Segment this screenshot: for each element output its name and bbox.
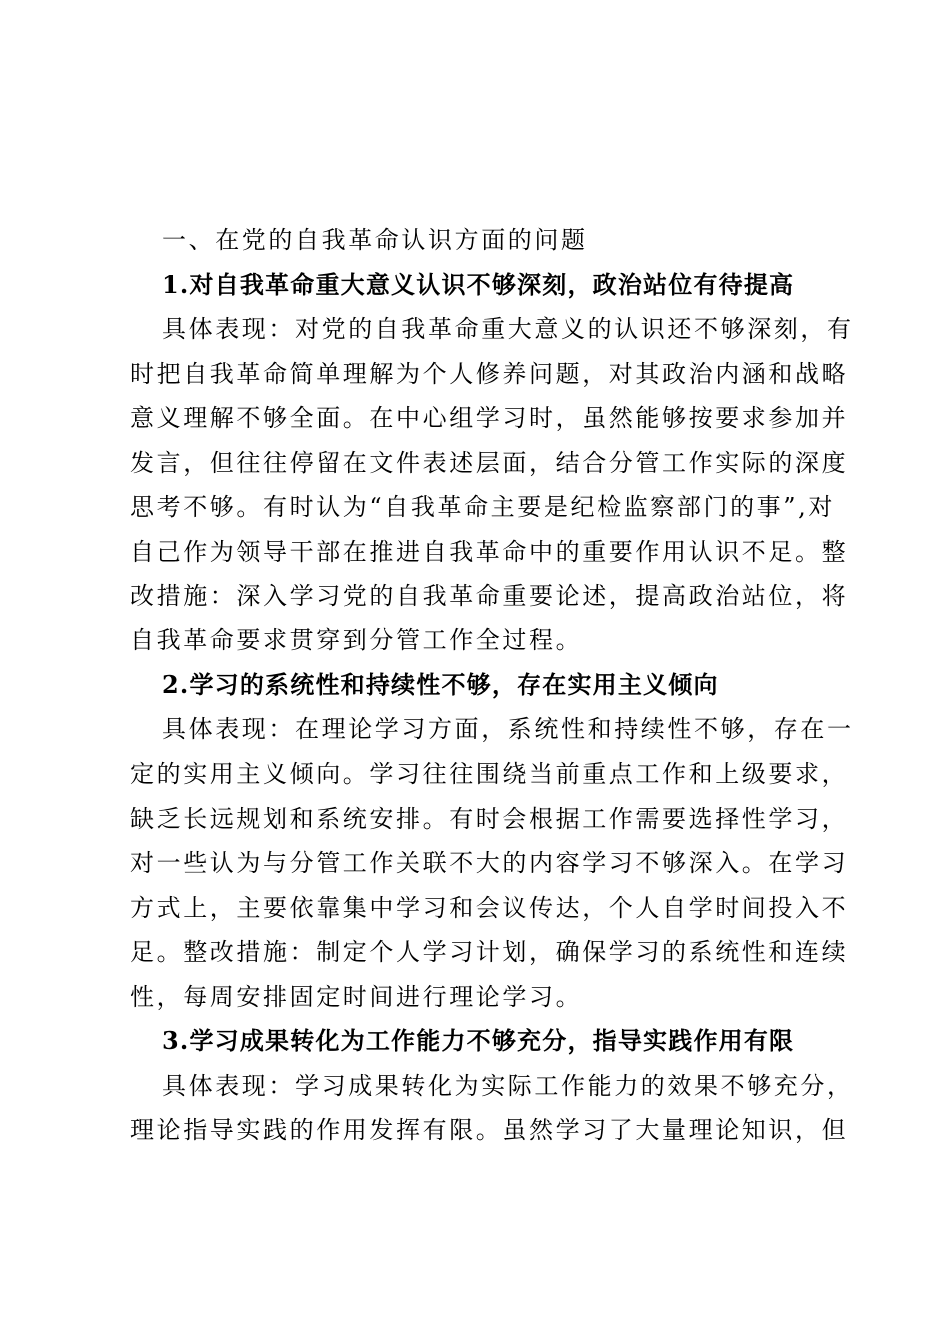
paragraph-line: 改措施：深入学习党的自我革命重要论述，提高政治站位，将	[130, 582, 849, 610]
paragraph-line: 对一些认为与分管工作关联不大的内容学习不够深入。在学习	[130, 849, 849, 877]
paragraph-line: 发言，但往往停留在文件表述层面，结合分管工作实际的深度	[130, 449, 849, 477]
paragraph-line: 自己作为领导干部在推进自我革命中的重要作用认识不足。整	[130, 538, 849, 566]
paragraph-line: 足。整改措施：制定个人学习计划，确保学习的系统性和连续	[130, 938, 849, 966]
paragraph-line: 缺乏长远规划和系统安排。有时会根据工作需要选择性学习，	[130, 805, 849, 833]
paragraph-line: 自我革命要求贯穿到分管工作全过程。	[130, 626, 583, 654]
paragraph-line: 具体表现：对党的自我革命重大意义的认识还不够深刻，有	[162, 315, 854, 343]
paragraph-line: 时把自我革命简单理解为个人修养问题，对其政治内涵和战略	[130, 360, 849, 388]
paragraph-line: 思考不够。有时认为“自我革命主要是纪检监察部门的事”,对	[130, 493, 835, 521]
section-title: 一、在党的自我革命认识方面的问题	[162, 226, 588, 254]
paragraph-line: 理论指导实践的作用发挥有限。虽然学习了大量理论知识，但	[130, 1116, 849, 1144]
item-heading: 2.学习的系统性和持续性不够，存在实用主义倾向	[162, 670, 719, 699]
paragraph-line: 定的实用主义倾向。学习往往围绕当前重点工作和上级要求，	[130, 760, 849, 788]
paragraph-line: 性，每周安排固定时间进行理论学习。	[130, 983, 583, 1011]
paragraph-line: 意义理解不够全面。在中心组学习时，虽然能够按要求参加并	[130, 404, 849, 432]
item-heading: 1.对自我革命重大意义认识不够深刻，政治站位有待提高	[162, 270, 795, 299]
paragraph-line: 具体表现：在理论学习方面，系统性和持续性不够，存在一	[162, 715, 854, 743]
paragraph-line: 具体表现：学习成果转化为实际工作能力的效果不够充分，	[162, 1072, 854, 1100]
paragraph-line: 方式上，主要依靠集中学习和会议传达，个人自学时间投入不	[130, 894, 849, 922]
item-heading: 3.学习成果转化为工作能力不够充分，指导实践作用有限	[162, 1026, 795, 1055]
